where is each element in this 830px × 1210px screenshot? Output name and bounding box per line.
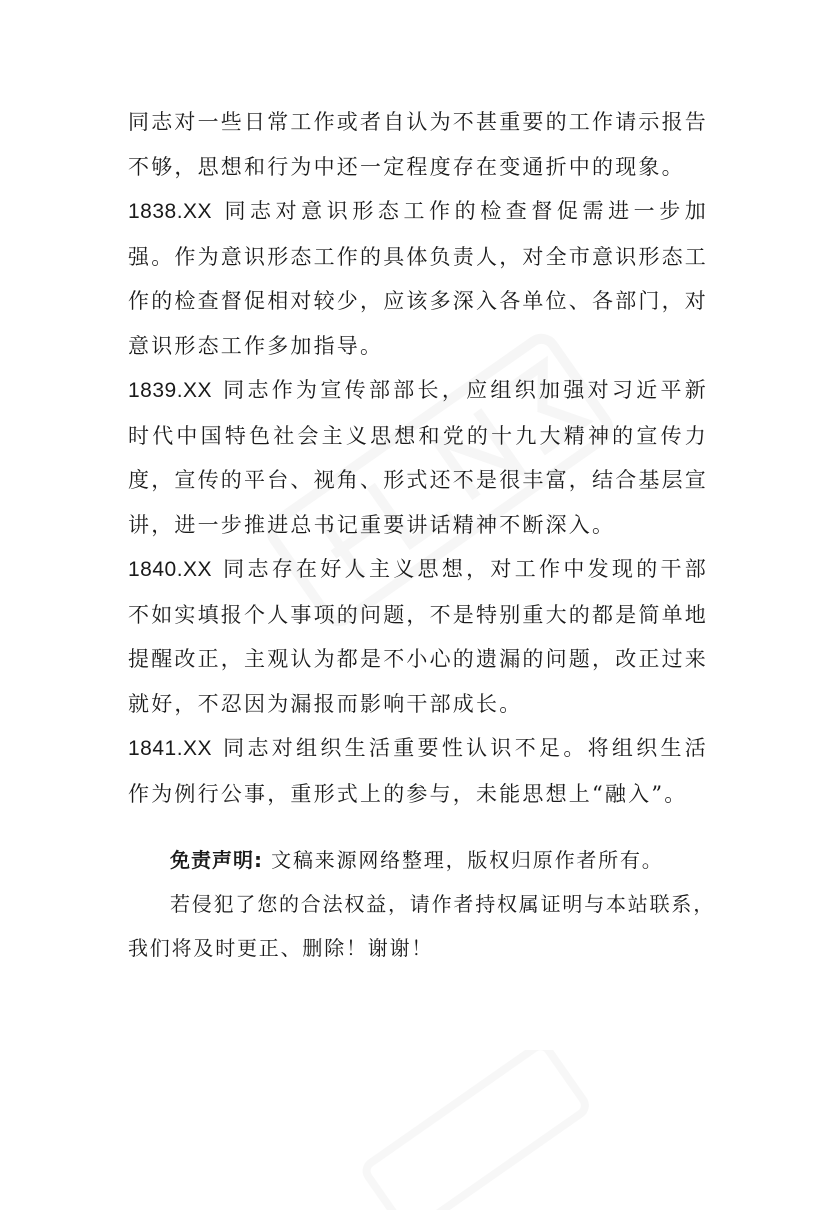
paragraph-text: 同志对意识形态工作的检查督促需进一步加强。作为意识形态工作的具体负责人，对全市意识形态工作的检查督促相对较少，应该多深入各单位、各部门，对意识形态工作多加指导。 [128, 199, 708, 358]
paragraph-1840 [128, 547, 708, 726]
paragraph-text: 同志对组织生活重要性认识不足。将组织生活作为例行公事，重形式上的参与，未能思想上“融入”。 [128, 736, 708, 806]
item-number: 1838.XX [128, 200, 213, 223]
paragraph-text: 同志作为宣传部部长，应组织加强对习近平新时代中国特色社会主义思想和党的十九大精神的宣传力度，宣传的平台、视角、形式还不是很丰富，结合基层宣讲，进一步推进总书记重要讲话精神不断深入。 [128, 378, 708, 537]
disclaimer-line-1 [128, 838, 718, 882]
disclaimer-source: 文稿来源网络整理，版权归原作者所有。 [271, 848, 664, 872]
disclaimer-title: 免责声明: [170, 848, 263, 872]
body-text [128, 100, 708, 816]
paragraph-1839 [128, 368, 708, 547]
disclaimer [128, 838, 718, 970]
item-number: 1841.XX [128, 737, 213, 760]
paragraph-1 [128, 100, 708, 189]
disclaimer-line-2 [128, 882, 718, 970]
item-number: 1839.XX [128, 379, 213, 402]
paragraph-1838 [128, 189, 708, 368]
disclaimer-contact: 若侵犯了您的合法权益，请作者持权属证明与本站联系，我们将及时更正、删除！谢谢！ [128, 892, 715, 960]
item-number: 1840.XX [128, 558, 213, 581]
paragraph-1-text: 同志对一些日常工作或者自认为不甚重要的工作请示报告不够，思想和行为中还一定程度存在变通折中的现象。 [128, 110, 708, 179]
paragraph-text: 同志存在好人主义思想，对工作中发现的干部不如实填报个人事项的问题，不是特别重大的都是简单地提醒改正，主观认为都是不小心的遗漏的问题，改正过来就好，不忍因为漏报而影响干部成长。 [128, 557, 708, 716]
paragraph-1841 [128, 726, 708, 816]
watermark-logo-bottom [340, 1050, 600, 1210]
